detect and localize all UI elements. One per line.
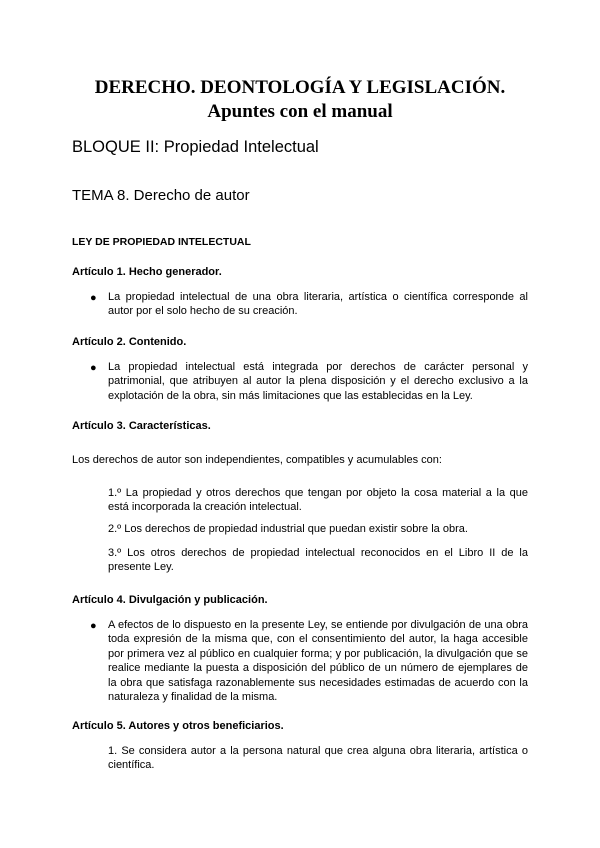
article-3-item: 3.º Los otros derechos de propiedad intelectual reconocidos en el Libro II de la presente Ley. — [108, 547, 528, 574]
article-3-heading: Artículo 3. Características. — [72, 420, 211, 432]
article-3-item: 1.º La propiedad y otros derechos que tengan por objeto la cosa material a la que está incorporada la creación intelectual. — [108, 487, 528, 514]
bloque-heading: BLOQUE II: Propiedad Intelectual — [72, 138, 319, 156]
article-3-intro: Los derechos de autor son independientes, compatibles y acumulables con: — [72, 454, 442, 466]
article-4-text: A efectos de lo dispuesto en la presente Ley, se entiende por divulgación de una obra toda expresión de la misma que, con el consentimiento del autor, la haga accesible por primera vez al público en cualquier forma; y por publicación, la divulgación que se realice mediante la puesta a disposición del público de un número de ejemplares de la obra que satisfaga razonablemente sus necesidades estimadas de acuerdo con la naturaleza y finalidad de la misma. — [108, 619, 528, 704]
tema-heading: TEMA 8. Derecho de autor — [72, 187, 250, 204]
article-4-heading: Artículo 4. Divulgación y publicación. — [72, 594, 268, 606]
bullet-icon: ● — [90, 362, 97, 374]
bullet-icon: ● — [90, 620, 97, 632]
article-1-text: La propiedad intelectual de una obra literaria, artística o científica corresponde al autor por el solo hecho de su creación. — [108, 291, 528, 318]
document-subtitle: Apuntes con el manual — [207, 101, 393, 122]
article-5-heading: Artículo 5. Autores y otros beneficiarios. — [72, 720, 284, 732]
article-1-heading: Artículo 1. Hecho generador. — [72, 266, 222, 278]
bullet-icon: ● — [90, 292, 97, 304]
section-heading: LEY DE PROPIEDAD INTELECTUAL — [72, 236, 251, 248]
article-2-heading: Artículo 2. Contenido. — [72, 336, 187, 348]
article-5-item: 1. Se considera autor a la persona natural que crea alguna obra literaria, artística o científica. — [108, 745, 528, 772]
article-3-item: 2.º Los derechos de propiedad industrial que puedan existir sobre la obra. — [108, 523, 468, 535]
article-2-text: La propiedad intelectual está integrada por derechos de carácter personal y patrimonial, que atribuyen al autor la plena disposición y el derecho exclusivo a la explotación de la obra, sin más limitaciones que las establecidas en la Ley. — [108, 361, 528, 402]
document-title: DERECHO. DEONTOLOGÍA Y LEGISLACIÓN. — [94, 77, 506, 98]
